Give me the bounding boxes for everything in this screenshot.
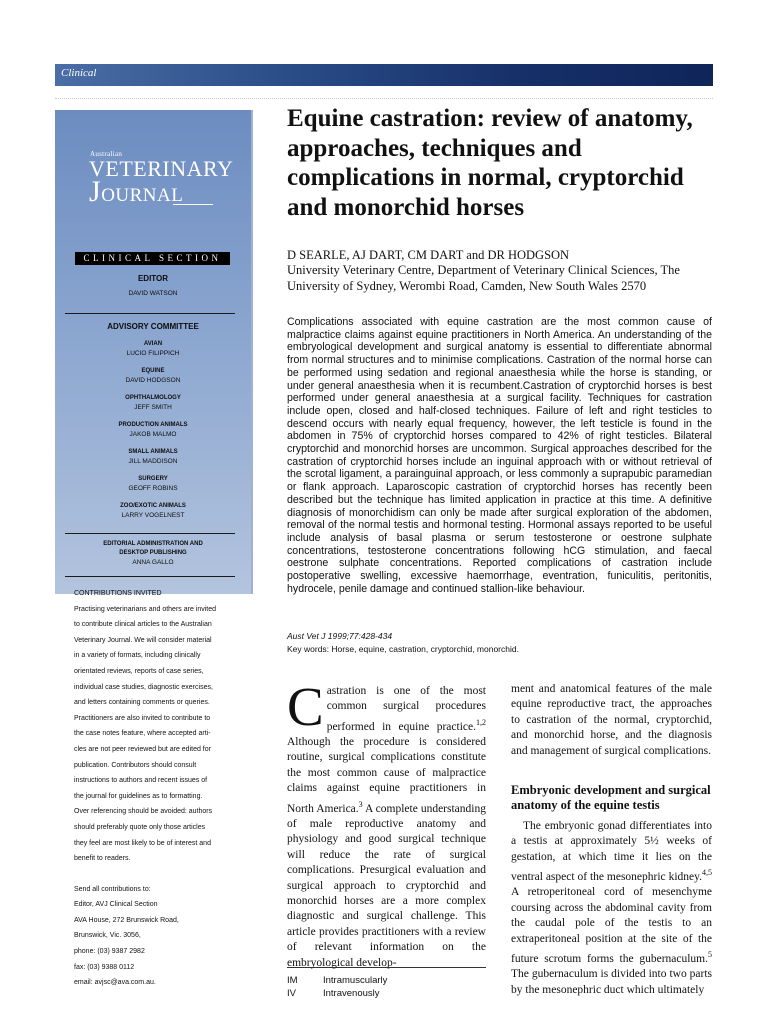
committee-role: EQUINE bbox=[141, 368, 165, 374]
drop-cap: C bbox=[287, 676, 324, 737]
body-paragraph bbox=[511, 819, 712, 998]
contributions-line: and letters containing comments or queries. bbox=[74, 699, 210, 707]
committee-member: JAKOB MALMO bbox=[129, 431, 177, 438]
contributions-line: benefit to readers. bbox=[74, 855, 131, 863]
body-text: The embryonic gonad differentiates into a testis at approximately 5½ weeks of gestation, at which time it lies on the ventral aspect of the mesonephric kidney. bbox=[511, 820, 712, 884]
logo-journal-initial: J bbox=[89, 175, 102, 208]
contact-line: phone: (03) 9387 2982 bbox=[74, 948, 145, 956]
section-subheading: Embryonic development and surgical anatomy of the equine testis bbox=[511, 783, 711, 813]
intro-text: Although the procedure is considered routine, surgical complications constitute the most common cause of malpractice claims against equine practitioners in North America. bbox=[287, 736, 486, 815]
body-column-1 bbox=[287, 676, 486, 971]
contributions-line: to contribute clinical articles to the Australian bbox=[74, 621, 212, 629]
contributions-line: they feel are most likely to be of interest and bbox=[74, 839, 211, 847]
contributions-invited bbox=[74, 586, 244, 991]
header-divider bbox=[55, 98, 713, 99]
committee-role: PRODUCTION ANIMALS bbox=[118, 422, 188, 428]
contributions-line: in a variety of formats, including clinically bbox=[74, 652, 201, 660]
committee-member: JILL MADDISON bbox=[128, 458, 178, 465]
contact-line: AVA House, 272 Brunswick Road, bbox=[74, 916, 179, 924]
admin-name: ANNA GALLO bbox=[132, 559, 174, 566]
contact-line: email: avjsc@ava.com.au. bbox=[74, 979, 156, 987]
abbreviation-meaning: Intramuscularly bbox=[323, 975, 388, 986]
contributions-line: should preferably quote only those articles bbox=[74, 823, 206, 831]
logo-veterinary: VETERINARY bbox=[89, 156, 234, 181]
clinical-section-bar: CLINICAL SECTION bbox=[75, 252, 230, 265]
reference-marker: 5 bbox=[708, 950, 712, 960]
intro-text: astration is one of the most common surgical procedures performed in equine practice. bbox=[326, 685, 486, 733]
contact-line: fax: (03) 9388 0112 bbox=[74, 963, 135, 971]
logo-journal-rest: OURNAL bbox=[101, 185, 184, 206]
reference-marker: 3 bbox=[358, 799, 363, 809]
contributions-line: cles are not peer reviewed but are edited for bbox=[74, 745, 211, 753]
body-column-2 bbox=[511, 682, 712, 998]
contributions-line: Practising veterinarians and others are invited bbox=[74, 605, 217, 613]
abbreviation: IV bbox=[287, 988, 296, 999]
abbreviation-entry bbox=[287, 988, 380, 999]
committee-role: AVIAN bbox=[143, 341, 163, 347]
contact-line: Send all contributions to: bbox=[74, 885, 151, 893]
body-paragraph: ment and anatomical features of the male equine reproductive tract, the approaches to castration of the normal, cryptorchid, and monorchid horse, and the diagnosis and management of surgical complications. bbox=[511, 683, 712, 757]
citation: Aust Vet J 1999;77:428-434 bbox=[287, 631, 393, 641]
logo-underline bbox=[173, 204, 213, 205]
committee-member: JEFF SMITH bbox=[134, 404, 172, 411]
reference-marker: 1,2 bbox=[476, 717, 486, 727]
article-title: Equine castration: review of anatomy, approaches, techniques and complications in normal, cryptorchid and monorchid horses bbox=[287, 105, 693, 221]
contributions-line: Practitioners are also invited to contribute to bbox=[74, 714, 211, 722]
keywords: Key words: Horse, equine, castration, cryptorchid, monorchid. bbox=[287, 644, 519, 654]
committee-role: ZOO/EXOTIC ANIMALS bbox=[120, 503, 186, 509]
admin-role-line2: DESKTOP PUBLISHING bbox=[119, 550, 187, 556]
section-label: Clinical bbox=[61, 67, 97, 79]
abstract: Complications associated with equine castration are the most common cause of malpractice claims against equine practitioners in North America. An understanding of the embryological development and surgical anatomy is essential to differentiate abnormal from normal structures and to minimise complications. Castration of the normal horse can be performed using sedation and regional anaesthesia while the horse is standing, or under general anaesthesia when it is recumbent.Castration of cryptorchid horses is best performed under general anaesthesia at a surgical facility. Techniques for castration include open, closed and half-closed techniques. Failure of left and right testicles to descend occurs with nearly equal frequency, however, the left testicle is found in the abdomen in 75% of cryptorchid horses compared to 42% of right testicles. Bilateral cryptorchid and monorchid horses are uncommon. Surgical approaches described for the castration of cryptorchid horses include an inguinal approach with or without retrieval of the scrotal ligament, a parainguinal approach, or less commonly a suprapubic paramedian or flank approach. Laparoscopic castration of cryptorchid horses has recently been described but the technique has limited application in practice at this time. A definitive diagnosis of monorchidism can only be made after surgical exploration of the abdomen, removal of the normal testis and hormonal testing. Hormonal assays reported to be useful include analysis of basal plasma or serum testosterone or oestrone sulphate concentrations, testosterone concentrations following hCG stimulation, and faecal oestrone sulphate concentrations. Reported complications of castration include postoperative swelling, excessive haemorrhage, eventration, funiculitis, peritonitis, hydrocele, penile damage and continued stallion-like behaviour. bbox=[287, 316, 712, 595]
section-header-band bbox=[55, 64, 713, 86]
journal-logo bbox=[89, 150, 233, 208]
contributions-line: instructions to authors and recent issues of bbox=[74, 777, 208, 785]
editor-heading: EDITOR bbox=[137, 274, 169, 283]
contact-line: Brunswick, Vic. 3056, bbox=[74, 932, 141, 940]
advisory-heading: ADVISORY COMMITTEE bbox=[107, 322, 199, 331]
contributions-line: the case notes feature, where accepted arti- bbox=[74, 730, 211, 738]
intro-text: A complete understanding of male reproductive anatomy and physiology and good surgical technique will reduce the rate of surgical complications. Presurgical evaluation and surgical approach to cryptorchid and monorchid horses are a more complex diagnostic and surgical challenge. This article provides practitioners with a review of relevant information on the embryological develop- bbox=[287, 802, 486, 969]
admin-role-line1: EDITORIAL ADMINISTRATION AND bbox=[103, 541, 203, 547]
contributions-line: the journal for guidelines as to formatting. bbox=[74, 792, 203, 800]
reference-marker: 4,5 bbox=[702, 868, 712, 878]
contributions-line: Veterinary Journal. We will consider material bbox=[74, 636, 212, 644]
abbreviations-divider bbox=[287, 967, 486, 968]
article-authors: D SEARLE, AJ DART, CM DART and DR HODGSON bbox=[287, 248, 570, 262]
contributions-line: publication. Contributors should consult bbox=[74, 761, 197, 769]
article-affiliation: University Veterinary Centre, Department of Veterinary Clinical Sciences, The University of Sydney, Werombi Road, Camden, New South Wales 2570 bbox=[287, 263, 680, 293]
sidebar-divider bbox=[65, 313, 235, 314]
committee-role: OPHTHALMOLOGY bbox=[125, 395, 181, 401]
committee-member: LARRY VOGELNEST bbox=[121, 512, 185, 519]
committee-member: DAVID HODGSON bbox=[125, 377, 181, 384]
committee-role: SMALL ANIMALS bbox=[128, 449, 178, 455]
committee-member: GEOFF ROBINS bbox=[128, 485, 178, 492]
abbreviation-meaning: Intravenously bbox=[323, 988, 380, 999]
body-text: The gubernaculum is divided into two parts by the mesonephric duct which ultimately bbox=[511, 968, 712, 996]
logo-australian: Australian bbox=[90, 150, 123, 158]
contributions-line: Over referencing should be avoided: authors bbox=[74, 808, 213, 816]
journal-sidebar bbox=[55, 110, 253, 594]
contributions-line: orientated reviews, reports of case series, bbox=[74, 667, 204, 675]
editor-name: DAVID WATSON bbox=[128, 290, 178, 297]
committee-member: LUCIO FILIPPICH bbox=[126, 350, 180, 357]
committee-role: SURGERY bbox=[138, 476, 168, 482]
contributions-line: individual case studies, diagnostic exercises, bbox=[74, 683, 213, 691]
contact-line: Editor, AVJ Clinical Section bbox=[74, 901, 158, 909]
sidebar-divider bbox=[65, 533, 235, 534]
abbreviation: IM bbox=[287, 975, 298, 986]
contributions-heading: CONTRIBUTIONS INVITED bbox=[74, 590, 162, 597]
abbreviation-entry bbox=[287, 975, 387, 986]
body-text: A retroperitoneal cord of mesenchyme coursing across the abdominal cavity from the caudal pole of the testis to an extraperitoneal position at the site of the future scrotum forms the gubernaculum. bbox=[511, 886, 712, 965]
sidebar-divider bbox=[65, 576, 235, 577]
